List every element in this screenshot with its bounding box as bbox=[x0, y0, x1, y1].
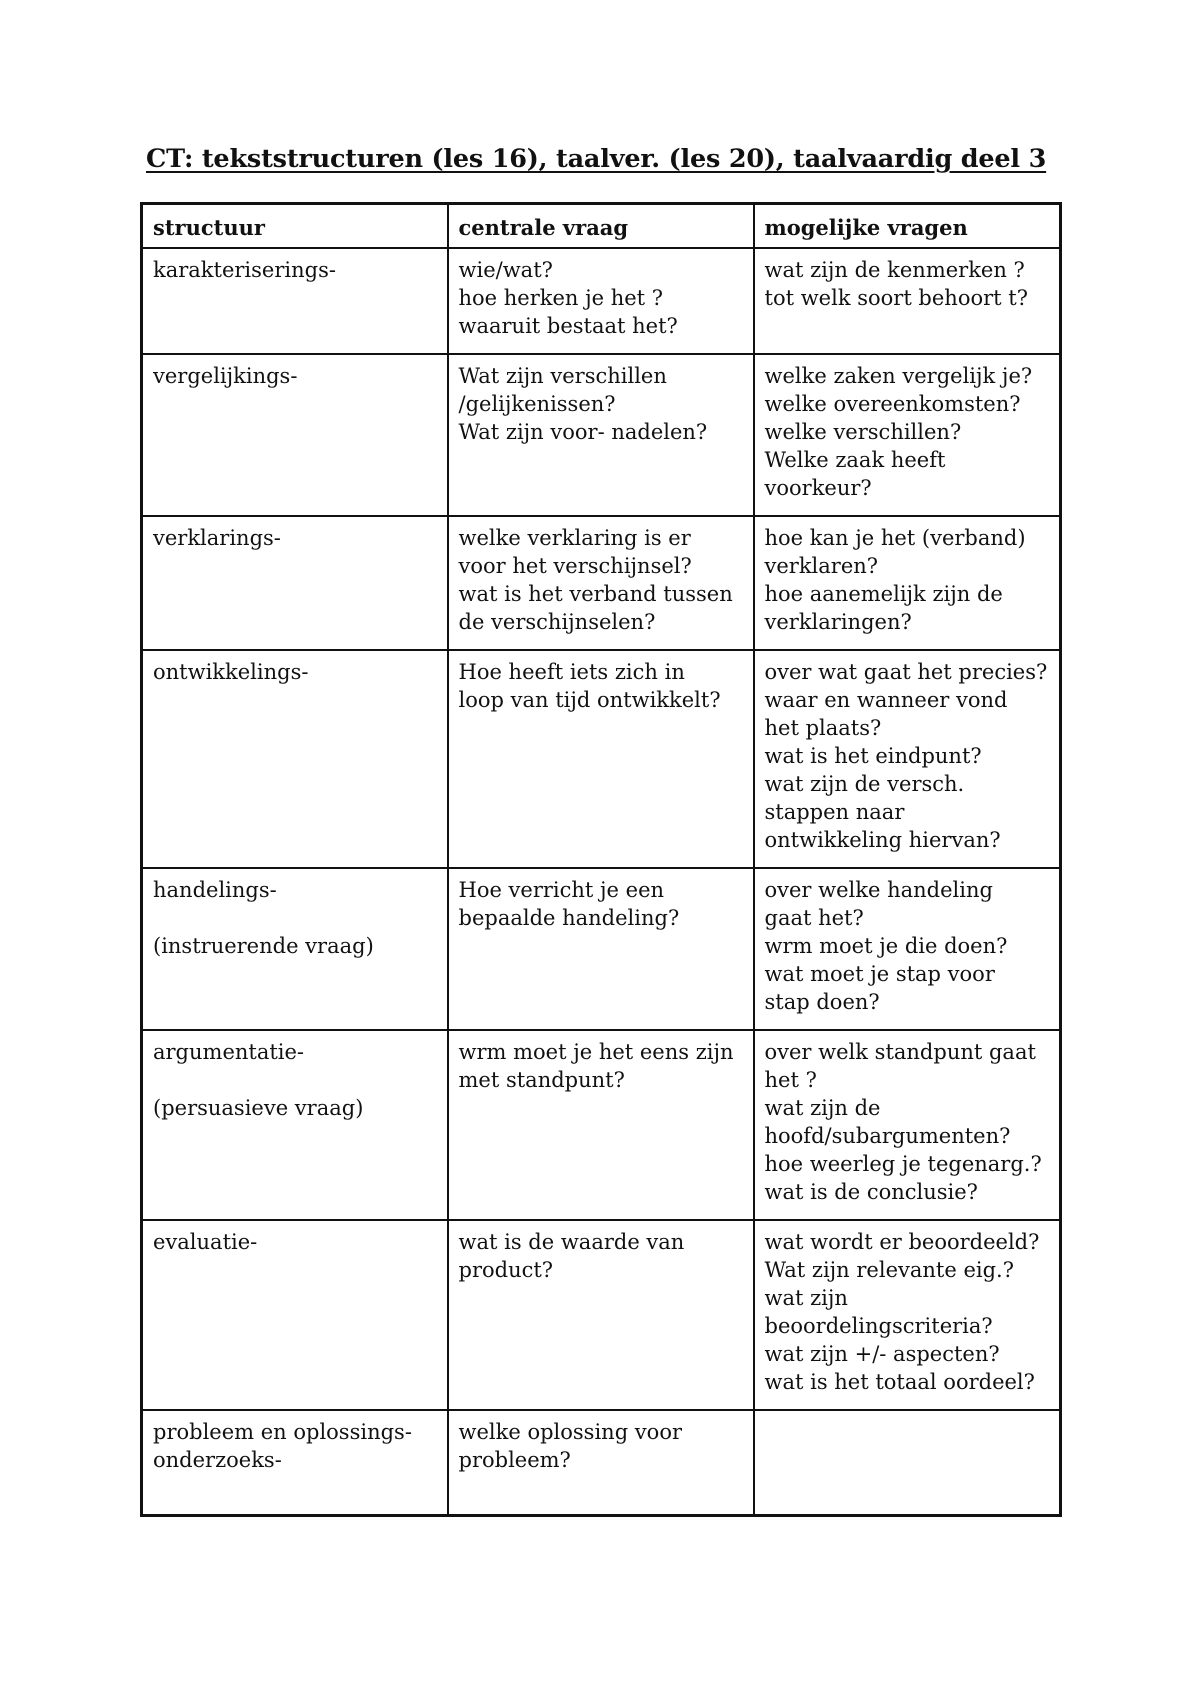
cell-mogelijke-vragen-line: hoe kan je het (verband) bbox=[764, 525, 1026, 550]
page-title: CT: tekststructuren (les 16), taalver. (les 20), taalvaardig deel 3 bbox=[146, 144, 1047, 174]
cell-structuur bbox=[142, 516, 448, 650]
cell-mogelijke-vragen-line: wat zijn de kenmerken ? bbox=[764, 257, 1025, 282]
cell-mogelijke-vragen-line: hoe aanemelijk zijn de bbox=[764, 581, 1003, 606]
cell-mogelijke-vragen-line: waar en wanneer vond bbox=[764, 687, 1008, 712]
cell-centrale-vraag-line: bepaalde handeling? bbox=[458, 905, 680, 930]
cell-mogelijke-vragen-line: gaat het? bbox=[764, 905, 864, 930]
cell-mogelijke-vragen-line: wat zijn +/- aspecten? bbox=[764, 1341, 1000, 1366]
cell-mogelijke-vragen bbox=[754, 516, 1061, 650]
cell-mogelijke-vragen-line: wat is de conclusie? bbox=[764, 1179, 978, 1204]
cell-structuur bbox=[142, 1410, 448, 1516]
cell-structuur bbox=[142, 650, 448, 868]
cell-centrale-vraag-line: wat is de waarde van bbox=[458, 1229, 685, 1254]
cell-centrale-vraag-line: waaruit bestaat het? bbox=[458, 313, 678, 338]
cell-mogelijke-vragen-line: welke verschillen? bbox=[764, 419, 962, 444]
cell-mogelijke-vragen-line: wat wordt er beoordeeld? bbox=[764, 1229, 1040, 1254]
table-row bbox=[142, 516, 1061, 650]
structure-table bbox=[140, 202, 1062, 1517]
header-structuur: structuur bbox=[142, 204, 448, 248]
cell-structuur-line: evaluatie- bbox=[153, 1229, 258, 1254]
cell-mogelijke-vragen bbox=[754, 1220, 1061, 1410]
cell-mogelijke-vragen-line: Welke zaak heeft bbox=[764, 447, 946, 472]
cell-centrale-vraag-line: welke verklaring is er bbox=[458, 525, 691, 550]
cell-mogelijke-vragen bbox=[754, 248, 1061, 354]
table-body bbox=[142, 248, 1061, 1516]
cell-centrale-vraag bbox=[448, 650, 754, 868]
structuur-subtitle: (persuasieve vraag) bbox=[153, 1095, 364, 1120]
cell-centrale-vraag bbox=[448, 354, 754, 516]
cell-centrale-vraag bbox=[448, 1030, 754, 1220]
cell-centrale-vraag-line: de verschijnselen? bbox=[458, 609, 656, 634]
cell-centrale-vraag-line: welke oplossing voor bbox=[458, 1419, 682, 1444]
cell-structuur-line: vergelijkings- bbox=[153, 363, 298, 388]
cell-mogelijke-vragen-line: wat is het totaal oordeel? bbox=[764, 1369, 1035, 1394]
cell-structuur bbox=[142, 1220, 448, 1410]
table-row bbox=[142, 248, 1061, 354]
cell-structuur bbox=[142, 868, 448, 1030]
cell-mogelijke-vragen-line: welke zaken vergelijk je? bbox=[764, 363, 1033, 388]
cell-mogelijke-vragen-line: verklaringen? bbox=[764, 609, 912, 634]
cell-mogelijke-vragen-line: verklaren? bbox=[764, 553, 879, 578]
cell-centrale-vraag bbox=[448, 868, 754, 1030]
cell-centrale-vraag-line: Wat zijn verschillen bbox=[458, 363, 667, 388]
cell-structuur bbox=[142, 1030, 448, 1220]
cell-mogelijke-vragen bbox=[754, 650, 1061, 868]
cell-mogelijke-vragen-line: wat zijn de bbox=[764, 1095, 881, 1120]
cell-mogelijke-vragen-line: het ? bbox=[764, 1067, 817, 1092]
cell-centrale-vraag-line: Hoe heeft iets zich in bbox=[458, 659, 685, 684]
cell-mogelijke-vragen-line: stappen naar bbox=[764, 799, 905, 824]
cell-mogelijke-vragen-line: welke overeenkomsten? bbox=[764, 391, 1021, 416]
cell-structuur-line: argumentatie- bbox=[153, 1039, 305, 1064]
cell-mogelijke-vragen-line: over wat gaat het precies? bbox=[764, 659, 1048, 684]
cell-structuur bbox=[142, 248, 448, 354]
cell-centrale-vraag-line: product? bbox=[458, 1257, 554, 1282]
table-row bbox=[142, 1220, 1061, 1410]
cell-mogelijke-vragen-line: beoordelingscriteria? bbox=[764, 1313, 993, 1338]
cell-mogelijke-vragen-line: het plaats? bbox=[764, 715, 882, 740]
cell-mogelijke-vragen-line: hoofd/subargumenten? bbox=[764, 1123, 1011, 1148]
cell-mogelijke-vragen bbox=[754, 1030, 1061, 1220]
cell-centrale-vraag-line: /gelijkenissen? bbox=[458, 391, 616, 416]
cell-centrale-vraag bbox=[448, 1220, 754, 1410]
cell-mogelijke-vragen-line: wat zijn de versch. bbox=[764, 771, 965, 796]
table-row bbox=[142, 354, 1061, 516]
header-mogelijke-vragen: mogelijke vragen bbox=[754, 204, 1061, 248]
cell-mogelijke-vragen-line: wat moet je stap voor bbox=[764, 961, 995, 986]
header-centrale-vraag: centrale vraag bbox=[448, 204, 754, 248]
cell-structuur-line: probleem en oplossings- bbox=[153, 1419, 412, 1444]
cell-mogelijke-vragen bbox=[754, 354, 1061, 516]
cell-centrale-vraag-line: met standpunt? bbox=[458, 1067, 625, 1092]
cell-centrale-vraag bbox=[448, 1410, 754, 1516]
cell-mogelijke-vragen-line: wrm moet je die doen? bbox=[764, 933, 1008, 958]
cell-structuur-line: handelings- bbox=[153, 877, 277, 902]
cell-centrale-vraag bbox=[448, 516, 754, 650]
cell-mogelijke-vragen bbox=[754, 868, 1061, 1030]
cell-mogelijke-vragen-line: wat zijn bbox=[764, 1285, 848, 1310]
cell-centrale-vraag-line: hoe herken je het ? bbox=[458, 285, 664, 310]
cell-mogelijke-vragen-line: hoe weerleg je tegenarg.? bbox=[764, 1151, 1042, 1176]
table-header-row bbox=[142, 204, 1061, 248]
table-row bbox=[142, 868, 1061, 1030]
cell-mogelijke-vragen-line: ontwikkeling hiervan? bbox=[764, 827, 1001, 852]
cell-mogelijke-vragen-line: over welke handeling bbox=[764, 877, 993, 902]
cell-mogelijke-vragen-line: over welk standpunt gaat bbox=[764, 1039, 1036, 1064]
cell-mogelijke-vragen-line: stap doen? bbox=[764, 989, 880, 1014]
cell-mogelijke-vragen-line: tot welk soort behoort t? bbox=[764, 285, 1028, 310]
table-row bbox=[142, 1030, 1061, 1220]
paragraph-gap bbox=[153, 1066, 437, 1094]
cell-centrale-vraag-line: probleem? bbox=[458, 1447, 571, 1472]
table-row bbox=[142, 1410, 1061, 1516]
cell-structuur-line: onderzoeks- bbox=[153, 1447, 282, 1472]
cell-centrale-vraag-line: wat is het verband tussen bbox=[458, 581, 733, 606]
cell-mogelijke-vragen-line: Wat zijn relevante eig.? bbox=[764, 1257, 1014, 1282]
paragraph-gap bbox=[153, 904, 437, 932]
cell-mogelijke-vragen-line: wat is het eindpunt? bbox=[764, 743, 982, 768]
cell-mogelijke-vragen-line: voorkeur? bbox=[764, 475, 872, 500]
cell-centrale-vraag bbox=[448, 248, 754, 354]
cell-centrale-vraag-line: voor het verschijnsel? bbox=[458, 553, 692, 578]
table-row bbox=[142, 650, 1061, 868]
cell-centrale-vraag-line: loop van tijd ontwikkelt? bbox=[458, 687, 721, 712]
cell-structuur-line: karakteriserings- bbox=[153, 257, 336, 282]
cell-centrale-vraag-line: Wat zijn voor- nadelen? bbox=[458, 419, 708, 444]
structuur-subtitle: (instruerende vraag) bbox=[153, 933, 374, 958]
cell-centrale-vraag-line: wrm moet je het eens zijn bbox=[458, 1039, 734, 1064]
cell-centrale-vraag-line: Hoe verricht je een bbox=[458, 877, 665, 902]
cell-structuur-line: ontwikkelings- bbox=[153, 659, 309, 684]
cell-mogelijke-vragen bbox=[754, 1410, 1061, 1516]
cell-structuur-line: verklarings- bbox=[153, 525, 281, 550]
cell-centrale-vraag-line: wie/wat? bbox=[458, 257, 553, 282]
cell-structuur bbox=[142, 354, 448, 516]
